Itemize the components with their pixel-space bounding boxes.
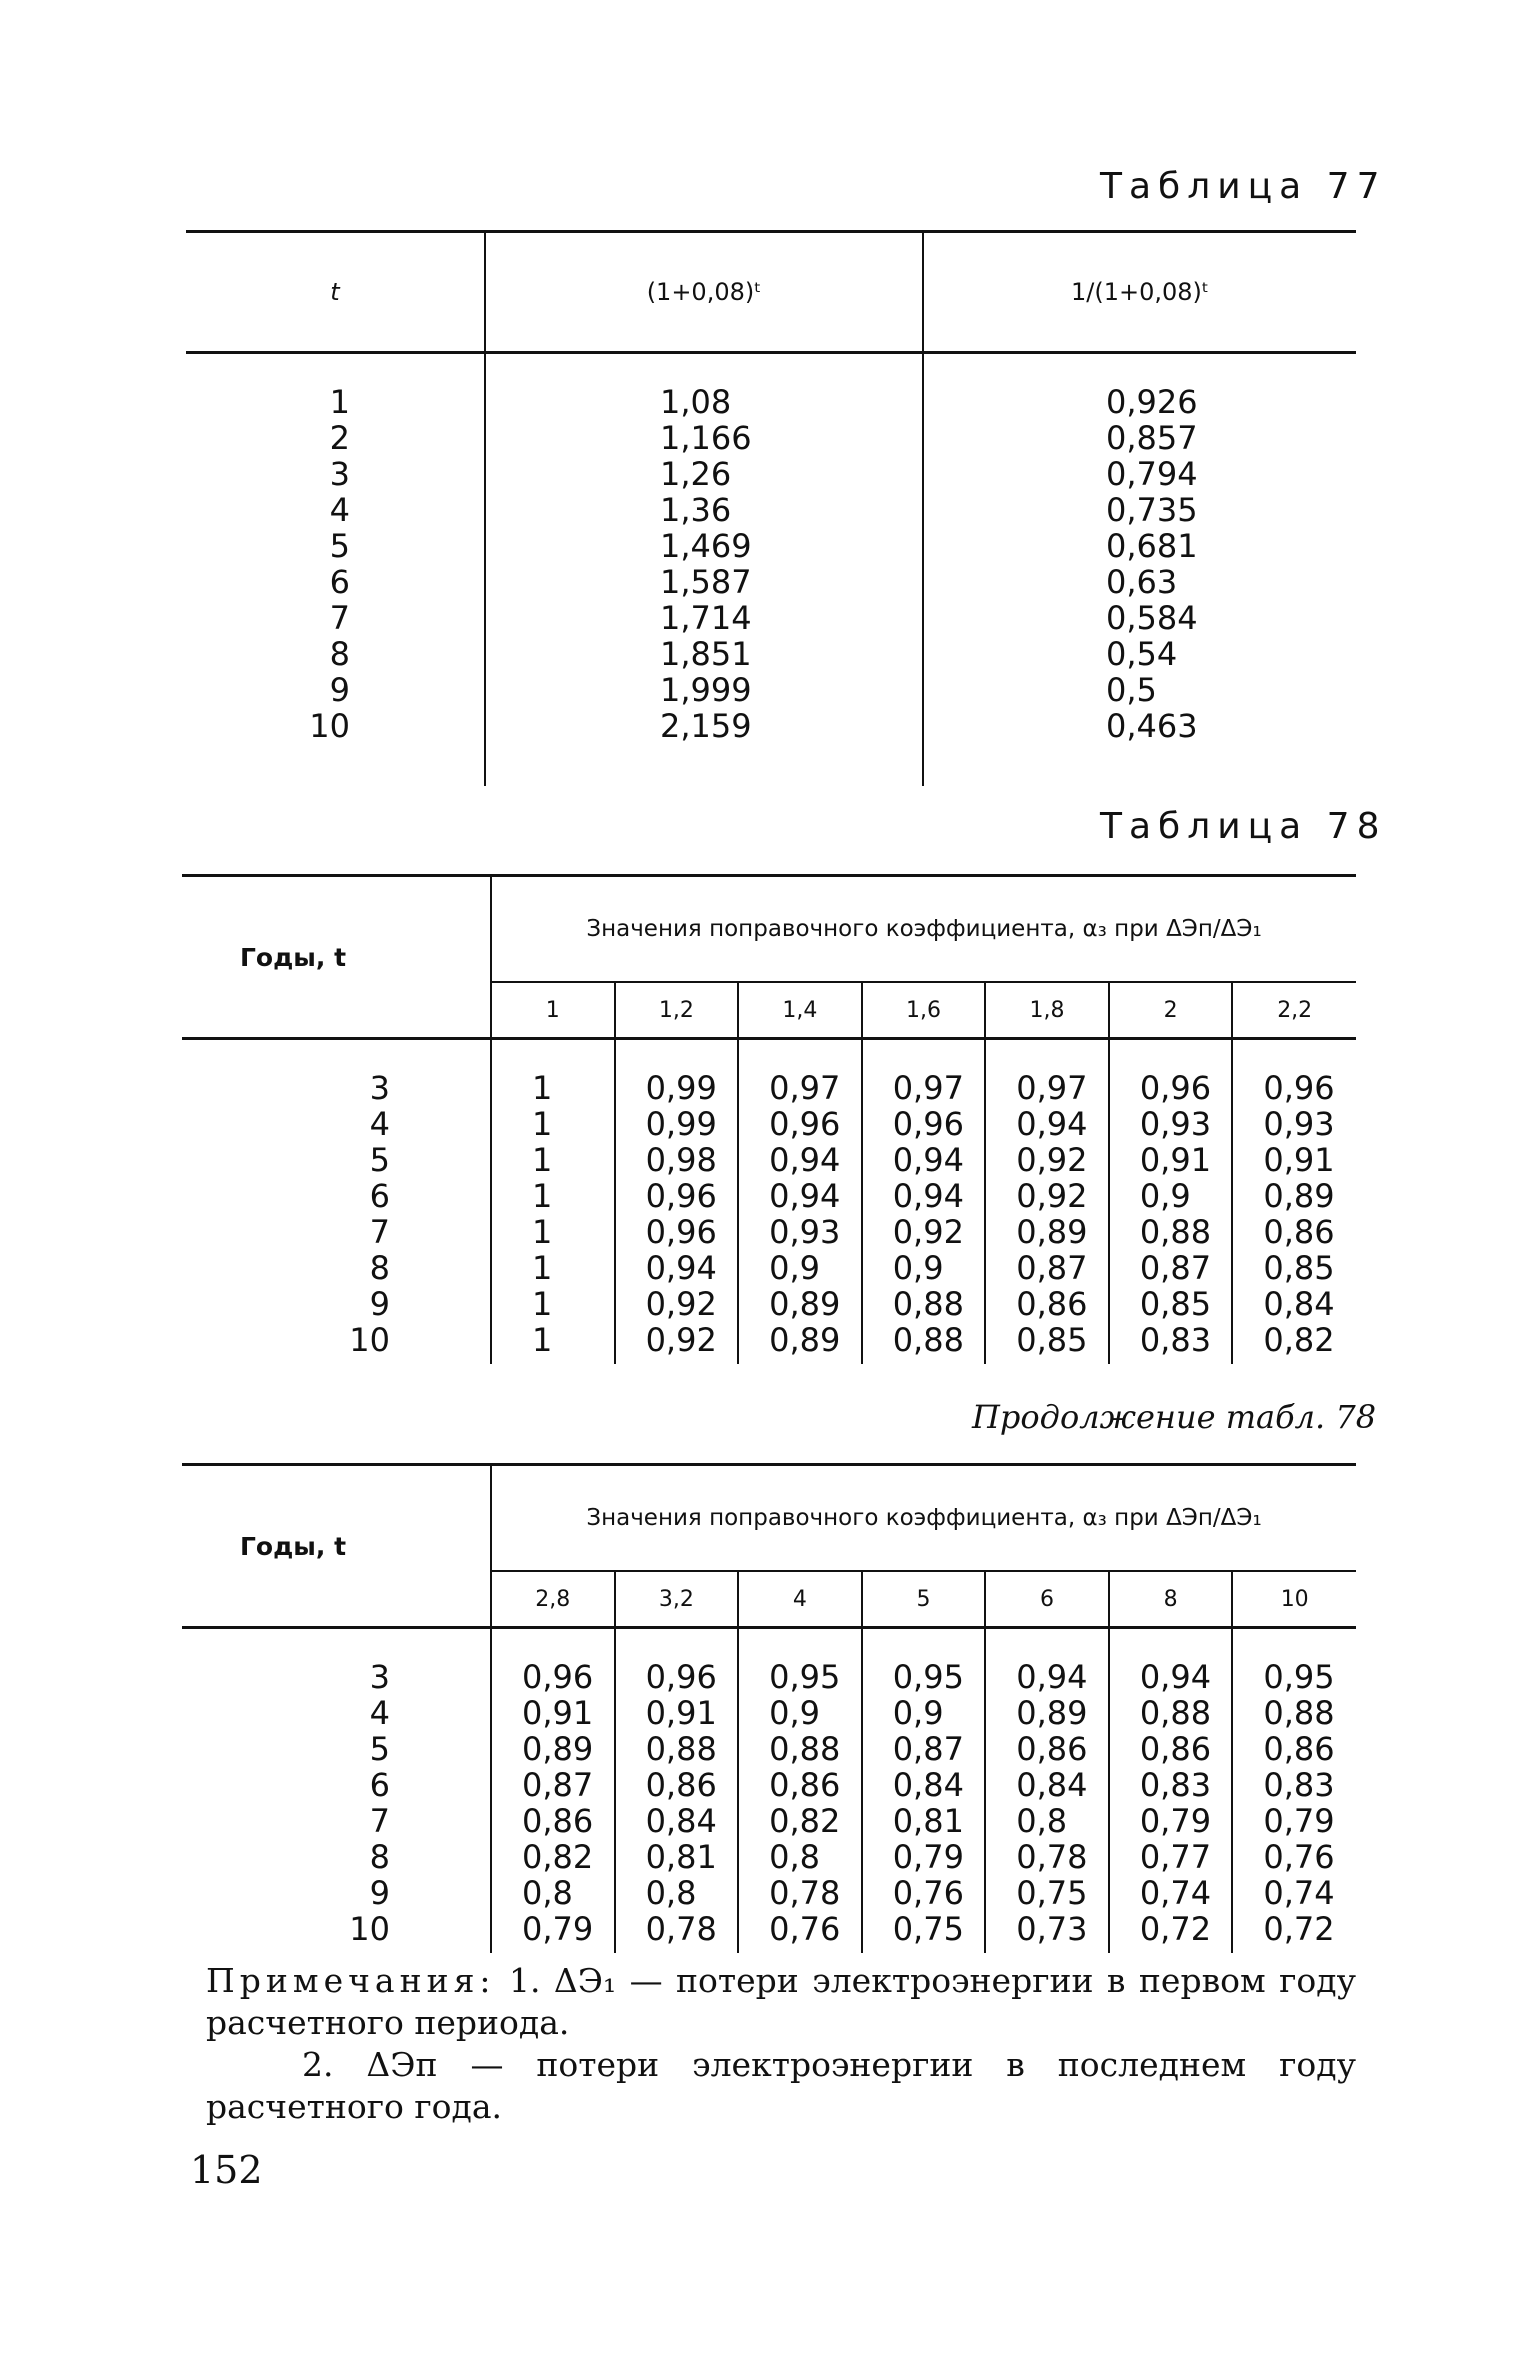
table-row (182, 1695, 1356, 1731)
cell-value: 1,469 (660, 527, 752, 565)
coefficient-cell: 0,83 (1109, 1322, 1233, 1364)
ratio-column-header: 1 (491, 982, 615, 1039)
ratio-column-header: 1,6 (862, 982, 986, 1039)
coefficient-cell: 0,85 (1232, 1250, 1356, 1286)
table-77-body (186, 353, 1356, 787)
coefficient-cell: 0,86 (1232, 1214, 1356, 1250)
coefficient-cell: 0,78 (738, 1875, 862, 1911)
year-cell: 3 (369, 1658, 390, 1696)
ratio-column-header: 8 (1109, 1571, 1233, 1628)
cell-value: 0,794 (1106, 455, 1198, 493)
year-cell: 5 (369, 1730, 390, 1768)
coefficient-cell: 0,88 (615, 1731, 739, 1767)
table-cell (923, 420, 1356, 456)
table-cell (485, 600, 923, 636)
column-header-growth-factor: (1+0,08)ᵗ (485, 232, 923, 353)
table-row (186, 420, 1356, 456)
table-cell (186, 672, 485, 708)
coefficient-cell: 0,77 (1109, 1839, 1233, 1875)
table-row (186, 528, 1356, 564)
year-cell: 6 (369, 1766, 390, 1804)
note-2: 2. ΔЭп — потери электроэнергии в последнем году расчетного года. (206, 2045, 1356, 2126)
coefficient-cell: 0,9 (738, 1250, 862, 1286)
table-cell (186, 353, 485, 421)
coefficient-cell: 0,96 (491, 1628, 615, 1696)
coefficient-cell: 0,89 (1232, 1178, 1356, 1214)
coefficient-cell: 0,86 (985, 1731, 1109, 1767)
year-cell: 10 (349, 1910, 390, 1948)
cell-value: 6 (329, 563, 350, 601)
coefficient-cell: 0,82 (1232, 1322, 1356, 1364)
table-row (182, 1322, 1356, 1364)
coefficient-cell: 0,78 (615, 1911, 739, 1953)
table-row (186, 353, 1356, 421)
table-78-continuation-caption: Продолжение табл. 78 (972, 1398, 1377, 1436)
coefficient-cell: 0,86 (491, 1803, 615, 1839)
table-cell (923, 708, 1356, 786)
coefficient-cell: 0,83 (1232, 1767, 1356, 1803)
coefficient-cell: 0,89 (985, 1214, 1109, 1250)
coefficient-cell: 0,75 (862, 1911, 986, 1953)
year-cell: 3 (369, 1069, 390, 1107)
coefficient-span-header: Значения поправочного коэффициента, α₃ при ΔЭп/ΔЭ₁ (491, 876, 1356, 983)
table-cell (485, 353, 923, 421)
coefficient-cell: 0,96 (615, 1178, 739, 1214)
coefficient-cell: 0,91 (1232, 1142, 1356, 1178)
table-cell (485, 636, 923, 672)
cell-value: 1,714 (660, 599, 752, 637)
coefficient-cell: 0,96 (1232, 1039, 1356, 1107)
coefficient-cell: 0,96 (615, 1628, 739, 1696)
coefficient-cell: 0,92 (862, 1214, 986, 1250)
years-column-header: Годы, t (182, 876, 491, 1039)
coefficient-cell: 0,87 (491, 1767, 615, 1803)
coefficient-cell: 0,83 (1109, 1767, 1233, 1803)
coefficient-cell: 0,79 (1232, 1803, 1356, 1839)
table-row (182, 1911, 1356, 1953)
table-row (182, 1628, 1356, 1696)
coefficient-cell: 0,92 (985, 1142, 1109, 1178)
coefficient-span-header: Значения поправочного коэффициента, α₃ при ΔЭп/ΔЭ₁ (491, 1465, 1356, 1572)
coefficient-cell: 0,93 (1232, 1106, 1356, 1142)
table-cell (923, 636, 1356, 672)
coefficient-cell: 0,96 (738, 1106, 862, 1142)
coefficient-cell: 0,94 (1109, 1628, 1233, 1696)
table-cell (186, 600, 485, 636)
coefficient-cell: 0,8 (491, 1875, 615, 1911)
coefficient-cell: 0,88 (1109, 1214, 1233, 1250)
coefficient-cell: 0,9 (1109, 1178, 1233, 1214)
table-cell (186, 564, 485, 600)
cell-value: 3 (329, 455, 350, 493)
table-78-caption: Таблица 78 (1100, 806, 1387, 847)
cell-value: 1,851 (660, 635, 752, 673)
coefficient-cell: 0,89 (491, 1731, 615, 1767)
coefficient-cell: 0,87 (862, 1731, 986, 1767)
coefficient-cell: 0,86 (1232, 1731, 1356, 1767)
ratio-column-header: 3,2 (615, 1571, 739, 1628)
table-cell (485, 456, 923, 492)
year-cell: 7 (369, 1213, 390, 1251)
coefficient-cell: 1 (491, 1039, 615, 1107)
cell-value: 1,36 (660, 491, 732, 529)
coefficient-cell: 0,94 (615, 1250, 739, 1286)
coefficient-cell: 0,89 (738, 1322, 862, 1364)
coefficient-cell: 0,94 (985, 1628, 1109, 1696)
table-cell (923, 564, 1356, 600)
cell-value: 2 (329, 419, 350, 457)
coefficient-cell: 0,88 (862, 1286, 986, 1322)
table-cell (485, 708, 923, 786)
table-row (182, 1839, 1356, 1875)
table-78 (182, 874, 1356, 1364)
coefficient-cell: 0,88 (862, 1322, 986, 1364)
coefficient-cell: 0,85 (1109, 1286, 1233, 1322)
coefficient-cell: 0,91 (615, 1695, 739, 1731)
coefficient-cell: 0,84 (1232, 1286, 1356, 1322)
table-row (182, 1039, 1356, 1107)
column-header-discount-factor: 1/(1+0,08)ᵗ (923, 232, 1356, 353)
table-row (182, 1286, 1356, 1322)
ratio-column-header: 2,8 (491, 1571, 615, 1628)
table-cell (923, 528, 1356, 564)
cell-value: 7 (329, 599, 350, 637)
table-78-continuation-body (182, 1628, 1356, 1954)
table-cell (186, 636, 485, 672)
ratio-column-header: 5 (862, 1571, 986, 1628)
year-cell: 9 (369, 1285, 390, 1323)
coefficient-cell: 0,93 (1109, 1106, 1233, 1142)
table-cell (186, 528, 485, 564)
ratio-column-header: 1,4 (738, 982, 862, 1039)
coefficient-cell: 0,9 (738, 1695, 862, 1731)
notes-block (206, 1960, 1356, 2128)
coefficient-cell: 0,72 (1232, 1911, 1356, 1953)
cell-value: 0,54 (1106, 635, 1178, 673)
cell-value: 4 (329, 491, 350, 529)
coefficient-cell: 0,97 (985, 1039, 1109, 1107)
coefficient-cell: 0,94 (738, 1178, 862, 1214)
cell-value: 0,584 (1106, 599, 1198, 637)
table-cell (186, 456, 485, 492)
coefficient-cell: 0,87 (985, 1250, 1109, 1286)
table-row (186, 492, 1356, 528)
coefficient-cell: 0,95 (738, 1628, 862, 1696)
table-cell (923, 600, 1356, 636)
ratio-column-header: 6 (985, 1571, 1109, 1628)
cell-value: 10 (309, 707, 350, 745)
coefficient-cell: 0,96 (1109, 1039, 1233, 1107)
ratio-column-header: 2,2 (1232, 982, 1356, 1039)
cell-value: 1,26 (660, 455, 732, 493)
coefficient-cell: 0,97 (862, 1039, 986, 1107)
table-row (182, 1142, 1356, 1178)
coefficient-cell: 0,76 (862, 1875, 986, 1911)
table-row (182, 1731, 1356, 1767)
cell-value: 0,857 (1106, 419, 1198, 457)
coefficient-cell: 0,97 (738, 1039, 862, 1107)
table-77-caption: Таблица 77 (1100, 166, 1387, 207)
cell-value: 0,681 (1106, 527, 1198, 565)
ratio-column-header: 2 (1109, 982, 1233, 1039)
coefficient-cell: 0,86 (615, 1767, 739, 1803)
table-row (182, 1178, 1356, 1214)
coefficient-cell: 0,99 (615, 1039, 739, 1107)
table-78-body (182, 1039, 1356, 1365)
coefficient-cell: 1 (491, 1142, 615, 1178)
coefficient-cell: 0,86 (985, 1286, 1109, 1322)
table-row (186, 708, 1356, 786)
cell-value: 8 (329, 635, 350, 673)
table-cell (923, 492, 1356, 528)
coefficient-cell: 0,89 (985, 1695, 1109, 1731)
cell-value: 0,5 (1106, 671, 1157, 709)
coefficient-cell: 0,8 (738, 1839, 862, 1875)
coefficient-cell: 0,85 (985, 1322, 1109, 1364)
year-cell: 8 (369, 1838, 390, 1876)
coefficient-cell: 0,89 (738, 1286, 862, 1322)
note-1: 1. ΔЭ₁ — потери электроэнергии в первом году расчетного периода. (206, 1961, 1356, 2042)
year-cell: 4 (369, 1694, 390, 1732)
year-cell: 8 (369, 1249, 390, 1287)
coefficient-cell: 0,91 (1109, 1142, 1233, 1178)
coefficient-cell: 1 (491, 1250, 615, 1286)
coefficient-cell: 0,9 (862, 1695, 986, 1731)
year-cell: 5 (369, 1141, 390, 1179)
coefficient-cell: 0,91 (491, 1695, 615, 1731)
table-cell (186, 492, 485, 528)
coefficient-cell: 0,88 (1109, 1695, 1233, 1731)
coefficient-cell: 0,94 (862, 1178, 986, 1214)
coefficient-cell: 0,76 (738, 1911, 862, 1953)
coefficient-cell: 0,74 (1109, 1875, 1233, 1911)
cell-value: 0,63 (1106, 563, 1178, 601)
coefficient-cell: 0,79 (862, 1839, 986, 1875)
coefficient-cell: 0,95 (1232, 1628, 1356, 1696)
cell-value: 2,159 (660, 707, 752, 745)
coefficient-cell: 0,88 (738, 1731, 862, 1767)
coefficient-cell: 0,72 (1109, 1911, 1233, 1953)
coefficient-cell: 1 (491, 1322, 615, 1364)
coefficient-cell: 0,84 (615, 1803, 739, 1839)
coefficient-cell: 0,84 (862, 1767, 986, 1803)
table-cell (923, 353, 1356, 421)
coefficient-cell: 0,88 (1232, 1695, 1356, 1731)
cell-value: 0,463 (1106, 707, 1198, 745)
coefficient-cell: 0,87 (1109, 1250, 1233, 1286)
cell-value: 0,735 (1106, 491, 1198, 529)
table-row (186, 564, 1356, 600)
years-column-header: Годы, t (182, 1465, 491, 1628)
coefficient-cell: 1 (491, 1214, 615, 1250)
coefficient-cell: 0,81 (615, 1839, 739, 1875)
table-row (186, 672, 1356, 708)
coefficient-cell: 0,94 (862, 1142, 986, 1178)
table-row (182, 1214, 1356, 1250)
cell-value: 1,08 (660, 383, 732, 421)
cell-value: 5 (329, 527, 350, 565)
year-cell: 9 (369, 1874, 390, 1912)
table-cell (923, 672, 1356, 708)
coefficient-cell: 0,78 (985, 1839, 1109, 1875)
coefficient-cell: 0,75 (985, 1875, 1109, 1911)
coefficient-cell: 0,82 (738, 1803, 862, 1839)
cell-value: 1,999 (660, 671, 752, 709)
table-cell (485, 492, 923, 528)
table-row (182, 1767, 1356, 1803)
coefficient-cell: 0,74 (1232, 1875, 1356, 1911)
coefficient-cell: 0,98 (615, 1142, 739, 1178)
coefficient-cell: 0,8 (615, 1875, 739, 1911)
table-cell (485, 420, 923, 456)
table-cell (923, 456, 1356, 492)
coefficient-cell: 0,79 (491, 1911, 615, 1953)
coefficient-cell: 0,92 (615, 1286, 739, 1322)
cell-value: 1,587 (660, 563, 752, 601)
table-cell (186, 420, 485, 456)
coefficient-cell: 0,76 (1232, 1839, 1356, 1875)
year-cell: 7 (369, 1802, 390, 1840)
cell-value: 1,166 (660, 419, 752, 457)
coefficient-cell: 0,9 (862, 1250, 986, 1286)
ratio-column-header: 1,8 (985, 982, 1109, 1039)
notes-label: Примечания: (206, 1961, 496, 2000)
table-row (182, 1875, 1356, 1911)
coefficient-cell: 0,94 (738, 1142, 862, 1178)
coefficient-cell: 0,86 (738, 1767, 862, 1803)
cell-value: 0,926 (1106, 383, 1198, 421)
coefficient-cell: 0,93 (738, 1214, 862, 1250)
coefficient-cell: 0,73 (985, 1911, 1109, 1953)
table-row (182, 1250, 1356, 1286)
table-row (186, 456, 1356, 492)
coefficient-cell: 0,94 (985, 1106, 1109, 1142)
cell-value: 1 (329, 383, 350, 421)
coefficient-cell: 1 (491, 1286, 615, 1322)
year-cell: 4 (369, 1105, 390, 1143)
table-cell (186, 708, 485, 786)
coefficient-cell: 0,81 (862, 1803, 986, 1839)
coefficient-cell: 0,92 (615, 1322, 739, 1364)
table-row (186, 636, 1356, 672)
coefficient-cell: 0,82 (491, 1839, 615, 1875)
page-number: 152 (190, 2148, 263, 2192)
coefficient-cell: 1 (491, 1178, 615, 1214)
coefficient-cell: 0,86 (1109, 1731, 1233, 1767)
ratio-column-header: 10 (1232, 1571, 1356, 1628)
coefficient-cell: 0,79 (1109, 1803, 1233, 1839)
coefficient-cell: 0,84 (985, 1767, 1109, 1803)
table-row (186, 600, 1356, 636)
coefficient-cell: 1 (491, 1106, 615, 1142)
year-cell: 10 (349, 1321, 390, 1359)
column-header-t: t (186, 232, 485, 353)
coefficient-cell: 0,8 (985, 1803, 1109, 1839)
coefficient-cell: 0,96 (615, 1214, 739, 1250)
coefficient-cell: 0,99 (615, 1106, 739, 1142)
table-cell (485, 564, 923, 600)
coefficient-cell: 0,96 (862, 1106, 986, 1142)
ratio-column-header: 4 (738, 1571, 862, 1628)
coefficient-cell: 0,95 (862, 1628, 986, 1696)
cell-value: 9 (329, 671, 350, 709)
table-row (182, 1106, 1356, 1142)
table-cell (485, 528, 923, 564)
table-78-continuation (182, 1463, 1356, 1953)
table-row (182, 1803, 1356, 1839)
year-cell: 6 (369, 1177, 390, 1215)
table-77 (186, 230, 1356, 786)
coefficient-cell: 0,92 (985, 1178, 1109, 1214)
table-cell (485, 672, 923, 708)
ratio-column-header: 1,2 (615, 982, 739, 1039)
